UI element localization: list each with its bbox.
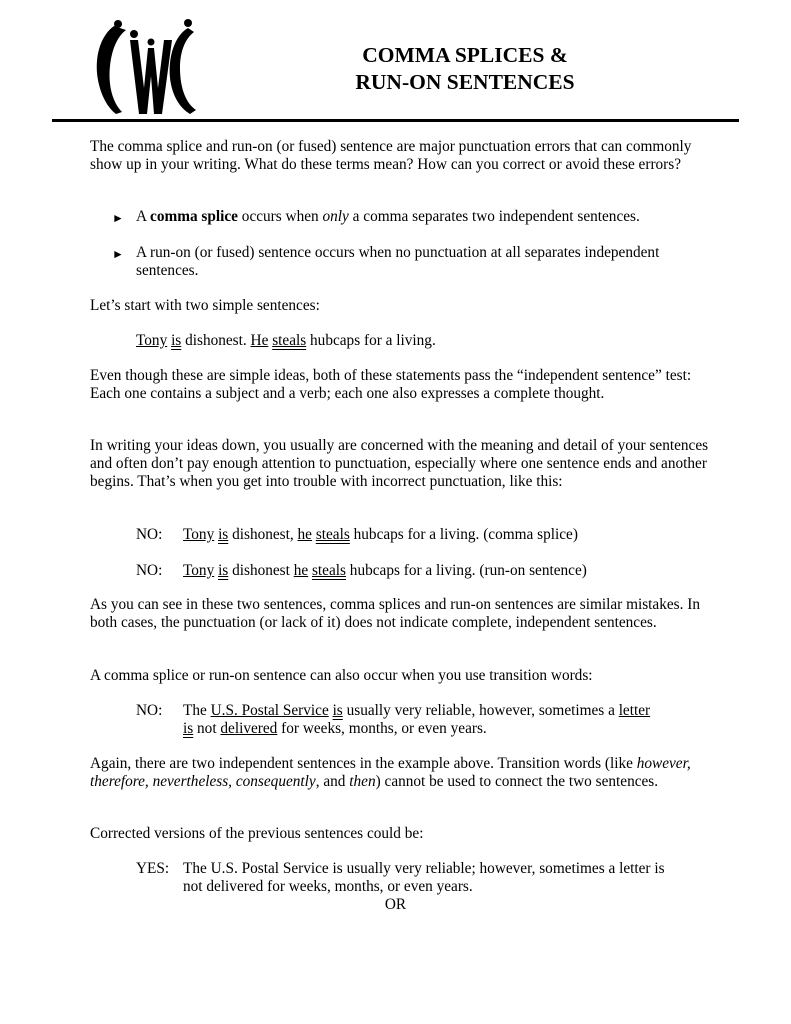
term-comma-splice: comma splice <box>150 208 238 225</box>
title-line-2: RUN-ON SENTENCES <box>355 70 575 94</box>
yes-label: YES: <box>136 860 170 877</box>
as-you-see-paragraph: As you can see in these two sentences, comma splices and run-on sentences are similar mistakes. In both cases, the punctuation (or lack of it) does not indicate complete, independent sentences. <box>90 596 700 631</box>
start-paragraph: Let’s start with two simple sentences: <box>90 297 320 314</box>
again-paragraph: Again, there are two independent sentences in the example above. Transition words (like however, therefore, nevertheless, consequently, and then) cannot be used to connect the two sentences. <box>90 755 691 790</box>
even-though-paragraph: Even though these are simple ideas, both of these statements pass the “independent sentence” test: Each one contains a subject and a verb; each one also expresses a complete thought. <box>90 367 692 402</box>
bullet-marker-2: ► <box>112 247 124 261</box>
header-divider <box>52 119 739 122</box>
no-label-3: NO: <box>136 702 163 719</box>
intro-paragraph: The comma splice and run-on (or fused) sentence are major punctuation errors that can commonly show up in your writing. What do these terms mean? How can you correct or avoid these errors? <box>90 138 692 173</box>
transition-intro-paragraph: A comma splice or run-on sentence can also occur when you use transition words: <box>90 667 593 684</box>
page-title <box>300 42 630 96</box>
no-example-comma-splice: Tony is dishonest, he steals hubcaps for a living. (comma splice) <box>183 526 578 543</box>
bullet-marker-1: ► <box>112 211 124 225</box>
title-line-1: COMMA SPLICES & <box>362 43 568 67</box>
or-separator: OR <box>384 896 407 913</box>
no-label-2: NO: <box>136 562 163 579</box>
corrected-paragraph: Corrected versions of the previous sentences could be: <box>90 825 424 842</box>
yes-example: The U.S. Postal Service is usually very reliable; however, sometimes a letter is not delivered for weeks, months, or even years. <box>183 860 665 895</box>
bullet-run-on: A run-on (or fused) sentence occurs when no punctuation at all separates independent sentences. <box>136 244 660 279</box>
cwc-logo <box>92 18 198 118</box>
in-writing-paragraph: In writing your ideas down, you usually are concerned with the meaning and detail of your sentences and often don’t pay enough attention to punctuation, especially where one sentence ends and another begins. That’s when you get into trouble with incorrect punctuation, like this: <box>90 437 709 490</box>
no-example-run-on: Tony is dishonest he steals hubcaps for a living. (run-on sentence) <box>183 562 587 579</box>
no-example-transition: The U.S. Postal Service is usually very reliable, however, sometimes a letter is not delivered for weeks, months, or even years. <box>183 702 651 737</box>
bullet-comma-splice: A comma splice occurs when only a comma separates two independent sentences. <box>136 208 640 225</box>
example-simple-sentences: Tony is dishonest. He steals hubcaps for a living. <box>136 332 436 349</box>
no-label-1: NO: <box>136 526 163 543</box>
